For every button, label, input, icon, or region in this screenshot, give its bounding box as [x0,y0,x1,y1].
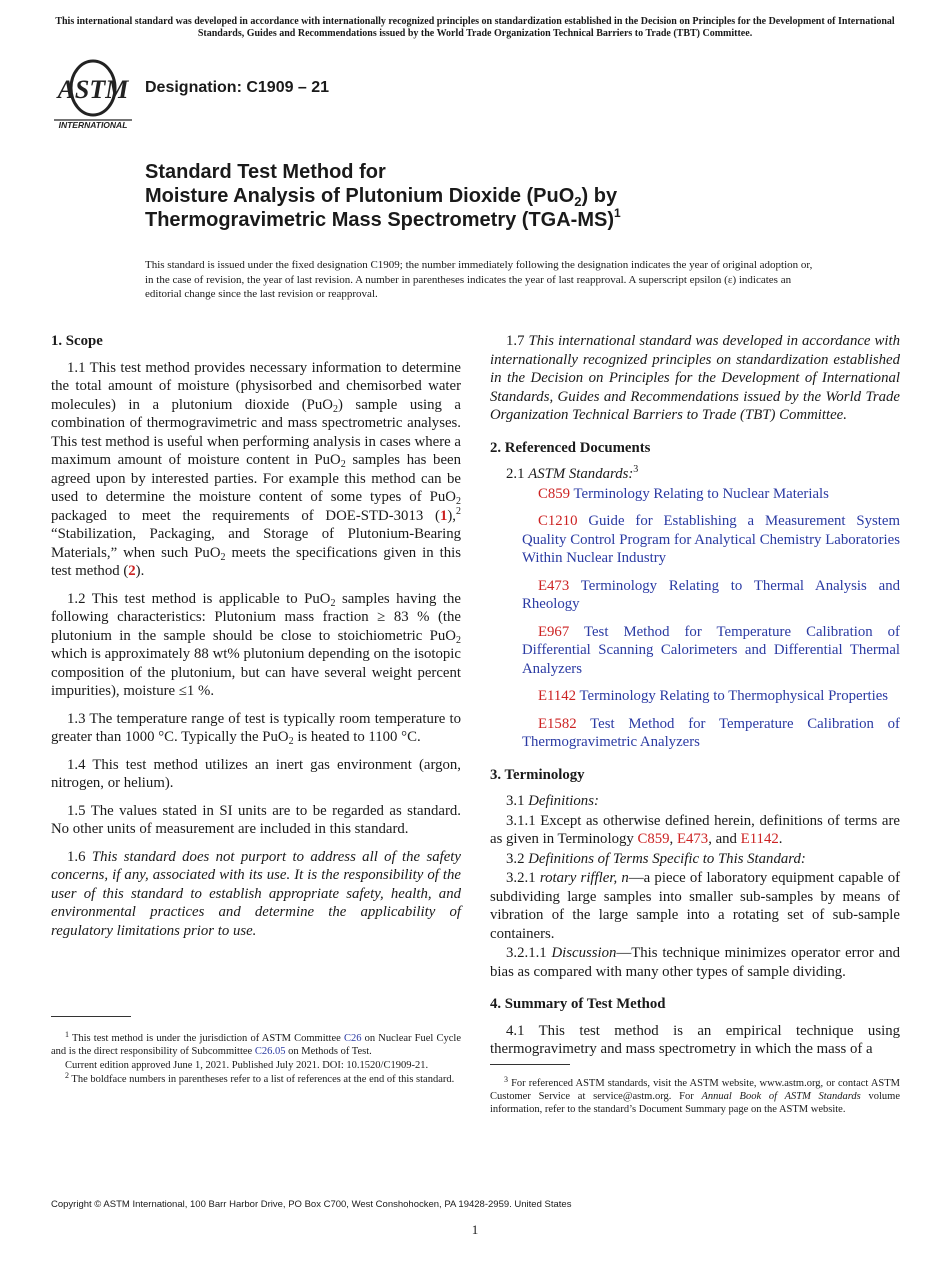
reference-link-2[interactable]: 2 [128,563,136,579]
referenced-standard-item [506,485,900,504]
terminology-link-c859[interactable]: C859 [637,831,670,847]
subcommittee-c2605-link[interactable]: C26.05 [254,1046,286,1057]
standard-title-link[interactable]: Test Method for Temperature Calibration of Thermogravimetric Analyzers [522,715,900,750]
title-line-3: Thermogravimetric Mass Spectrometry $(TGA-MS)^1$ [145,206,621,231]
astm-logo-icon [52,58,134,132]
section-heading-referenced-documents: 2. Referenced Documents [490,439,651,456]
paragraph-4-1: 4.1 This test method is an empirical technique using thermogravimetry and mass spectrometry in which the mass of a [490,1022,900,1057]
committee-c26-link[interactable]: C26 [343,1033,362,1044]
designation: Designation: C1909 – 21 [145,79,330,96]
document-title [145,160,865,232]
paragraph-1-1: 1.1 This test method provides necessary information to determine the total amount of moisture (physisorbed and chemisorbed water molecules) in a plutonium dioxide (PuO$_2$) sample using a combination of thermogravimetric and mass spectrometric analyses. This test method is useful when performing analysis in cases where a maximum amount of moisture content in PuO$_2$ samples has been agreed upon by interested parties. For example this method can be used to determine the moisture content of some types of PuO$_2$ packaged to meet the requirements of DOE-STD-3013 (1),$^2$ “Stabilization, Packaging, and Storage of Plutonium-Bearing Materials,” when such PuO$_2$ meets the specifications given in this test method (2). [51,359,462,579]
referenced-standard-item [506,512,900,568]
paragraph-1-5: 1.5 The values stated in SI units are to be regarded as standard. No other units of measurement are included in this standard. [51,802,461,837]
referenced-standard-item [506,623,900,679]
standard-code-link[interactable]: E1142 [538,688,577,704]
standard-title-link[interactable]: Terminology Relating to Thermal Analysis and Rheology [522,577,900,612]
left-column [51,332,461,949]
standard-code-link[interactable]: C859 [538,485,571,502]
referenced-standard-item [506,687,900,706]
paragraph-3-2-1-1: 3.2.1.1 Discussion—This technique minimizes operator error and bias as compared with many other types of sample dividing. [490,945,901,980]
reference-link-1[interactable]: 1 [439,507,448,524]
footnote-2: $^2$ The boldface numbers in parentheses refer to a list of references at the end of this standard. [65,1071,455,1085]
standard-title-link[interactable]: Test Method for Temperature Calibration of Differential Scanning Calorimeters and Differential Thermal Analyzers [522,623,900,677]
svg-text:INTERNATIONAL: INTERNATIONAL [58,120,128,130]
standard-code-link[interactable]: E1582 [538,715,577,732]
paragraph-3-1: 3.1 Definitions: [506,793,599,809]
section-heading-summary: 4. Summary of Test Method [490,996,666,1012]
paragraph-1-7: 1.7 This international standard was developed in accordance with internationally recognized principles on standardization established in the Decision on Principles for the Development of International Standards, Guides and Recommendations issued by the World Trade Organization Technical Barriers to Trade (TBT) Committee. [490,333,900,423]
svg-text:ASTM: ASTM [57,75,129,104]
footnotes-right [490,1077,900,1117]
paragraph-2-1: 2.1 ASTM Standards:$^3$ [506,464,639,482]
terminology-link-e473[interactable]: E473 [676,831,709,847]
paragraph-3-2: 3.2 Definitions of Terms Specific to This Standard: [506,850,806,867]
terminology-link-e1142[interactable]: E1142 [740,831,779,847]
page-number: 1 [471,1222,479,1237]
footnote-rule-right [490,1064,570,1065]
right-column [490,332,900,1068]
footnote-3: $^3$ For referenced ASTM standards, visit the ASTM website, www.astm.org, or contact ASTM Customer Service at service@astm.org. For Annual Book of ASTM Standards volume information, refer to the standard’s Document Summary page on the ASTM website. [490,1075,900,1115]
standard-code-link[interactable]: E473 [538,577,570,594]
standard-title-link[interactable]: Terminology Relating to Thermophysical Properties [576,688,889,704]
title-line-1: Standard Test Method for [145,161,386,183]
section-heading-scope: 1. Scope [51,333,103,349]
title-line-2: Moisture Analysis of Plutonium Dioxide (PuO$_2$) by [145,185,618,209]
paragraph-1-2: 1.2 This test method is applicable to PuO$_2$ samples having the following characteristics: Plutonium mass fraction ≥ 83 % (the plutonium in the sample should be close to stoichiometric PuO$_2$ which is approximately 88 wt% plutonium depending on the isotopic composition of the plutonium, but can have several weight percent impurities), moisture ≤1 %. [51,590,461,699]
standard-code-link[interactable]: C1210 [538,513,578,529]
section-heading-terminology: 3. Terminology [490,766,585,783]
paragraph-1-3: 1.3 The temperature range of test is typically room temperature to greater than 1000 °C. Typically the PuO$_2$ is heated to 1100 °C. [51,710,461,747]
standard-title-link[interactable]: Terminology Relating to Nuclear Materials [570,485,829,502]
paragraph-1-6: 1.6 This standard does not purport to address all of the safety concerns, if any, associated with its use. It is the responsibility of the user of this standard to establish appropriate safety, health, and environmental practices and determine the applicability of regulatory limitations prior to use. [51,848,461,939]
paragraph-1-4: 1.4 This test method utilizes an inert gas environment (argon, nitrogen, or helium). [51,756,461,791]
top-notice: This international standard was developed in accordance with internationally recognized principles on standardization established in the Decision on Principles for the Development of International Standards, Guides and Recommendations issued by the World Trade Organization Technical Barriers to Trade (TBT) Committee. [55,16,895,39]
issuance-statement: This standard is issued under the fixed designation C1909; the number immediately following the designation indicates the year of original adoption or, in the case of revision, the year of last revision. A number in parentheses indicates the year of last reapproval. A superscript epsilon (ε) indicates an editorial change since the last revision or reapproval. [145,259,813,300]
copyright-notice: Copyright © ASTM International, 100 Barr Harbor Drive, PO Box C700, West Conshohocken, PA 19428-2959. United States [51,1199,572,1210]
footnote-1: $^1$ This test method is under the jurisdiction of ASTM Committee C26 on Nuclear Fuel Cycle and is the direct responsibility of Subcommittee C26.05 on Methods of Test. [51,1030,461,1057]
footnote-1-edition: Current edition approved June 1, 2021. Published July 2021. DOI: 10.1520/C1909-21. [65,1060,429,1071]
paragraph-3-2-1: 3.2.1 rotary riffler, n—a piece of laboratory equipment capable of subdividing large samples into smaller sub-samples by means of vibration of the large sample into a rotating set of sub-sample containers. [490,870,901,942]
footnotes-left [51,1032,461,1087]
referenced-standard-item [506,715,900,752]
footnote-rule-left [51,1016,131,1017]
referenced-standard-item [506,577,900,614]
standard-title-link[interactable]: Guide for Establishing a Measurement System Quality Control Program for Analytical Chemistry Laboratories Within Nuclear Industry [522,513,900,566]
standard-code-link[interactable]: E967 [538,623,570,640]
referenced-standards-list [506,485,900,752]
paragraph-3-1-1: 3.1.1 Except as otherwise defined herein, definitions of terms are as given in Terminology C859, E473, and E1142. [490,812,900,847]
